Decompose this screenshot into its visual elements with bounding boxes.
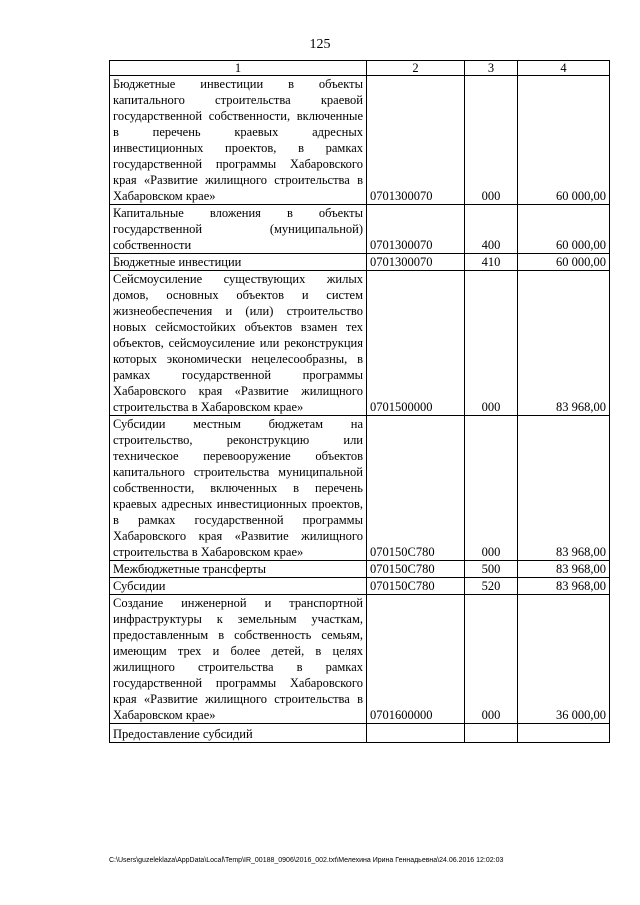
row-type: 500 xyxy=(465,561,518,578)
row-code: 0701300070 xyxy=(367,254,465,271)
row-amount: 60 000,00 xyxy=(518,205,610,254)
row-code: 0701600000 xyxy=(367,595,465,724)
row-code: 0701500000 xyxy=(367,271,465,416)
row-description: Межбюджетные трансферты xyxy=(110,561,367,578)
table-header-row xyxy=(110,61,610,76)
table-row xyxy=(110,205,610,254)
row-type: 000 xyxy=(465,416,518,561)
row-description: Создание инженерной и транспортной инфраструктуры к земельным участкам, предоставленным в собственность семьям, имеющим трех и более детей, в целях жилищного строительства в рамках государственной программы Хабаровского края «Развитие жилищного строительства в Хабаровском крае» xyxy=(110,595,367,724)
table-row xyxy=(110,595,610,724)
row-amount: 36 000,00 xyxy=(518,595,610,724)
row-amount: 83 968,00 xyxy=(518,416,610,561)
row-amount: 83 968,00 xyxy=(518,578,610,595)
page-number: 125 xyxy=(309,37,331,52)
row-type xyxy=(465,724,518,743)
row-code xyxy=(367,724,465,743)
row-type: 000 xyxy=(465,595,518,724)
row-description: Бюджетные инвестиции в объекты капитального строительства краевой государственной собственности, включенные в перечень краевых адресных инвестиционных проектов, в рамках государственной программы Хабаровского края «Развитие жилищного строительства в Хабаровском крае» xyxy=(110,76,367,205)
table-row xyxy=(110,254,610,271)
row-description: Субсидии xyxy=(110,578,367,595)
table-row xyxy=(110,76,610,205)
table-row xyxy=(110,271,610,416)
row-amount: 83 968,00 xyxy=(518,271,610,416)
row-amount: 83 968,00 xyxy=(518,561,610,578)
row-code: 070150С780 xyxy=(367,416,465,561)
budget-table xyxy=(109,60,610,743)
row-code: 070150С780 xyxy=(367,578,465,595)
row-type: 520 xyxy=(465,578,518,595)
row-amount: 60 000,00 xyxy=(518,76,610,205)
table-row xyxy=(110,561,610,578)
row-amount xyxy=(518,724,610,743)
row-type: 410 xyxy=(465,254,518,271)
header-col-2: 2 xyxy=(367,61,465,76)
header-col-1: 1 xyxy=(110,61,367,76)
row-description: Субсидии местным бюджетам на строительство, реконструкцию или техническое перевооружение объектов капитального строительства муниципальной собственности, включенных в перечень краевых адресных инвестиционных проектов, в рамках государственной программы Хабаровского края «Развитие жилищного строительства в Хабаровском крае» xyxy=(110,416,367,561)
row-type: 000 xyxy=(465,271,518,416)
table-row xyxy=(110,724,610,743)
file-path-footer: C:\Users\guzeleklaza\AppData\Local\Temp\IR_00188_0906\2016_002.txt\Мелехина Ирина Геннадьевна\24.06.2016 12:02:03 xyxy=(109,857,504,864)
row-type: 000 xyxy=(465,76,518,205)
row-code: 0701300070 xyxy=(367,76,465,205)
row-description: Сейсмоусиление существующих жилых домов, основных объектов и систем жизнеобеспечения и (или) строительство новых сейсмостойких объектов взамен тех объектов, сейсмоусиление или реконструкция которых экономически нецелесообразны, в рамках государственной программы Хабаровского края «Развитие жилищного строительства в Хабаровском крае» xyxy=(110,271,367,416)
row-description: Бюджетные инвестиции xyxy=(110,254,367,271)
row-type: 400 xyxy=(465,205,518,254)
row-description: Капитальные вложения в объекты государственной (муниципальной) собственности xyxy=(110,205,367,254)
row-code: 070150С780 xyxy=(367,561,465,578)
table-row xyxy=(110,578,610,595)
header-col-4: 4 xyxy=(518,61,610,76)
row-description: Предоставление субсидий xyxy=(110,724,367,743)
row-code: 0701300070 xyxy=(367,205,465,254)
row-amount: 60 000,00 xyxy=(518,254,610,271)
table-row xyxy=(110,416,610,561)
header-col-3: 3 xyxy=(465,61,518,76)
